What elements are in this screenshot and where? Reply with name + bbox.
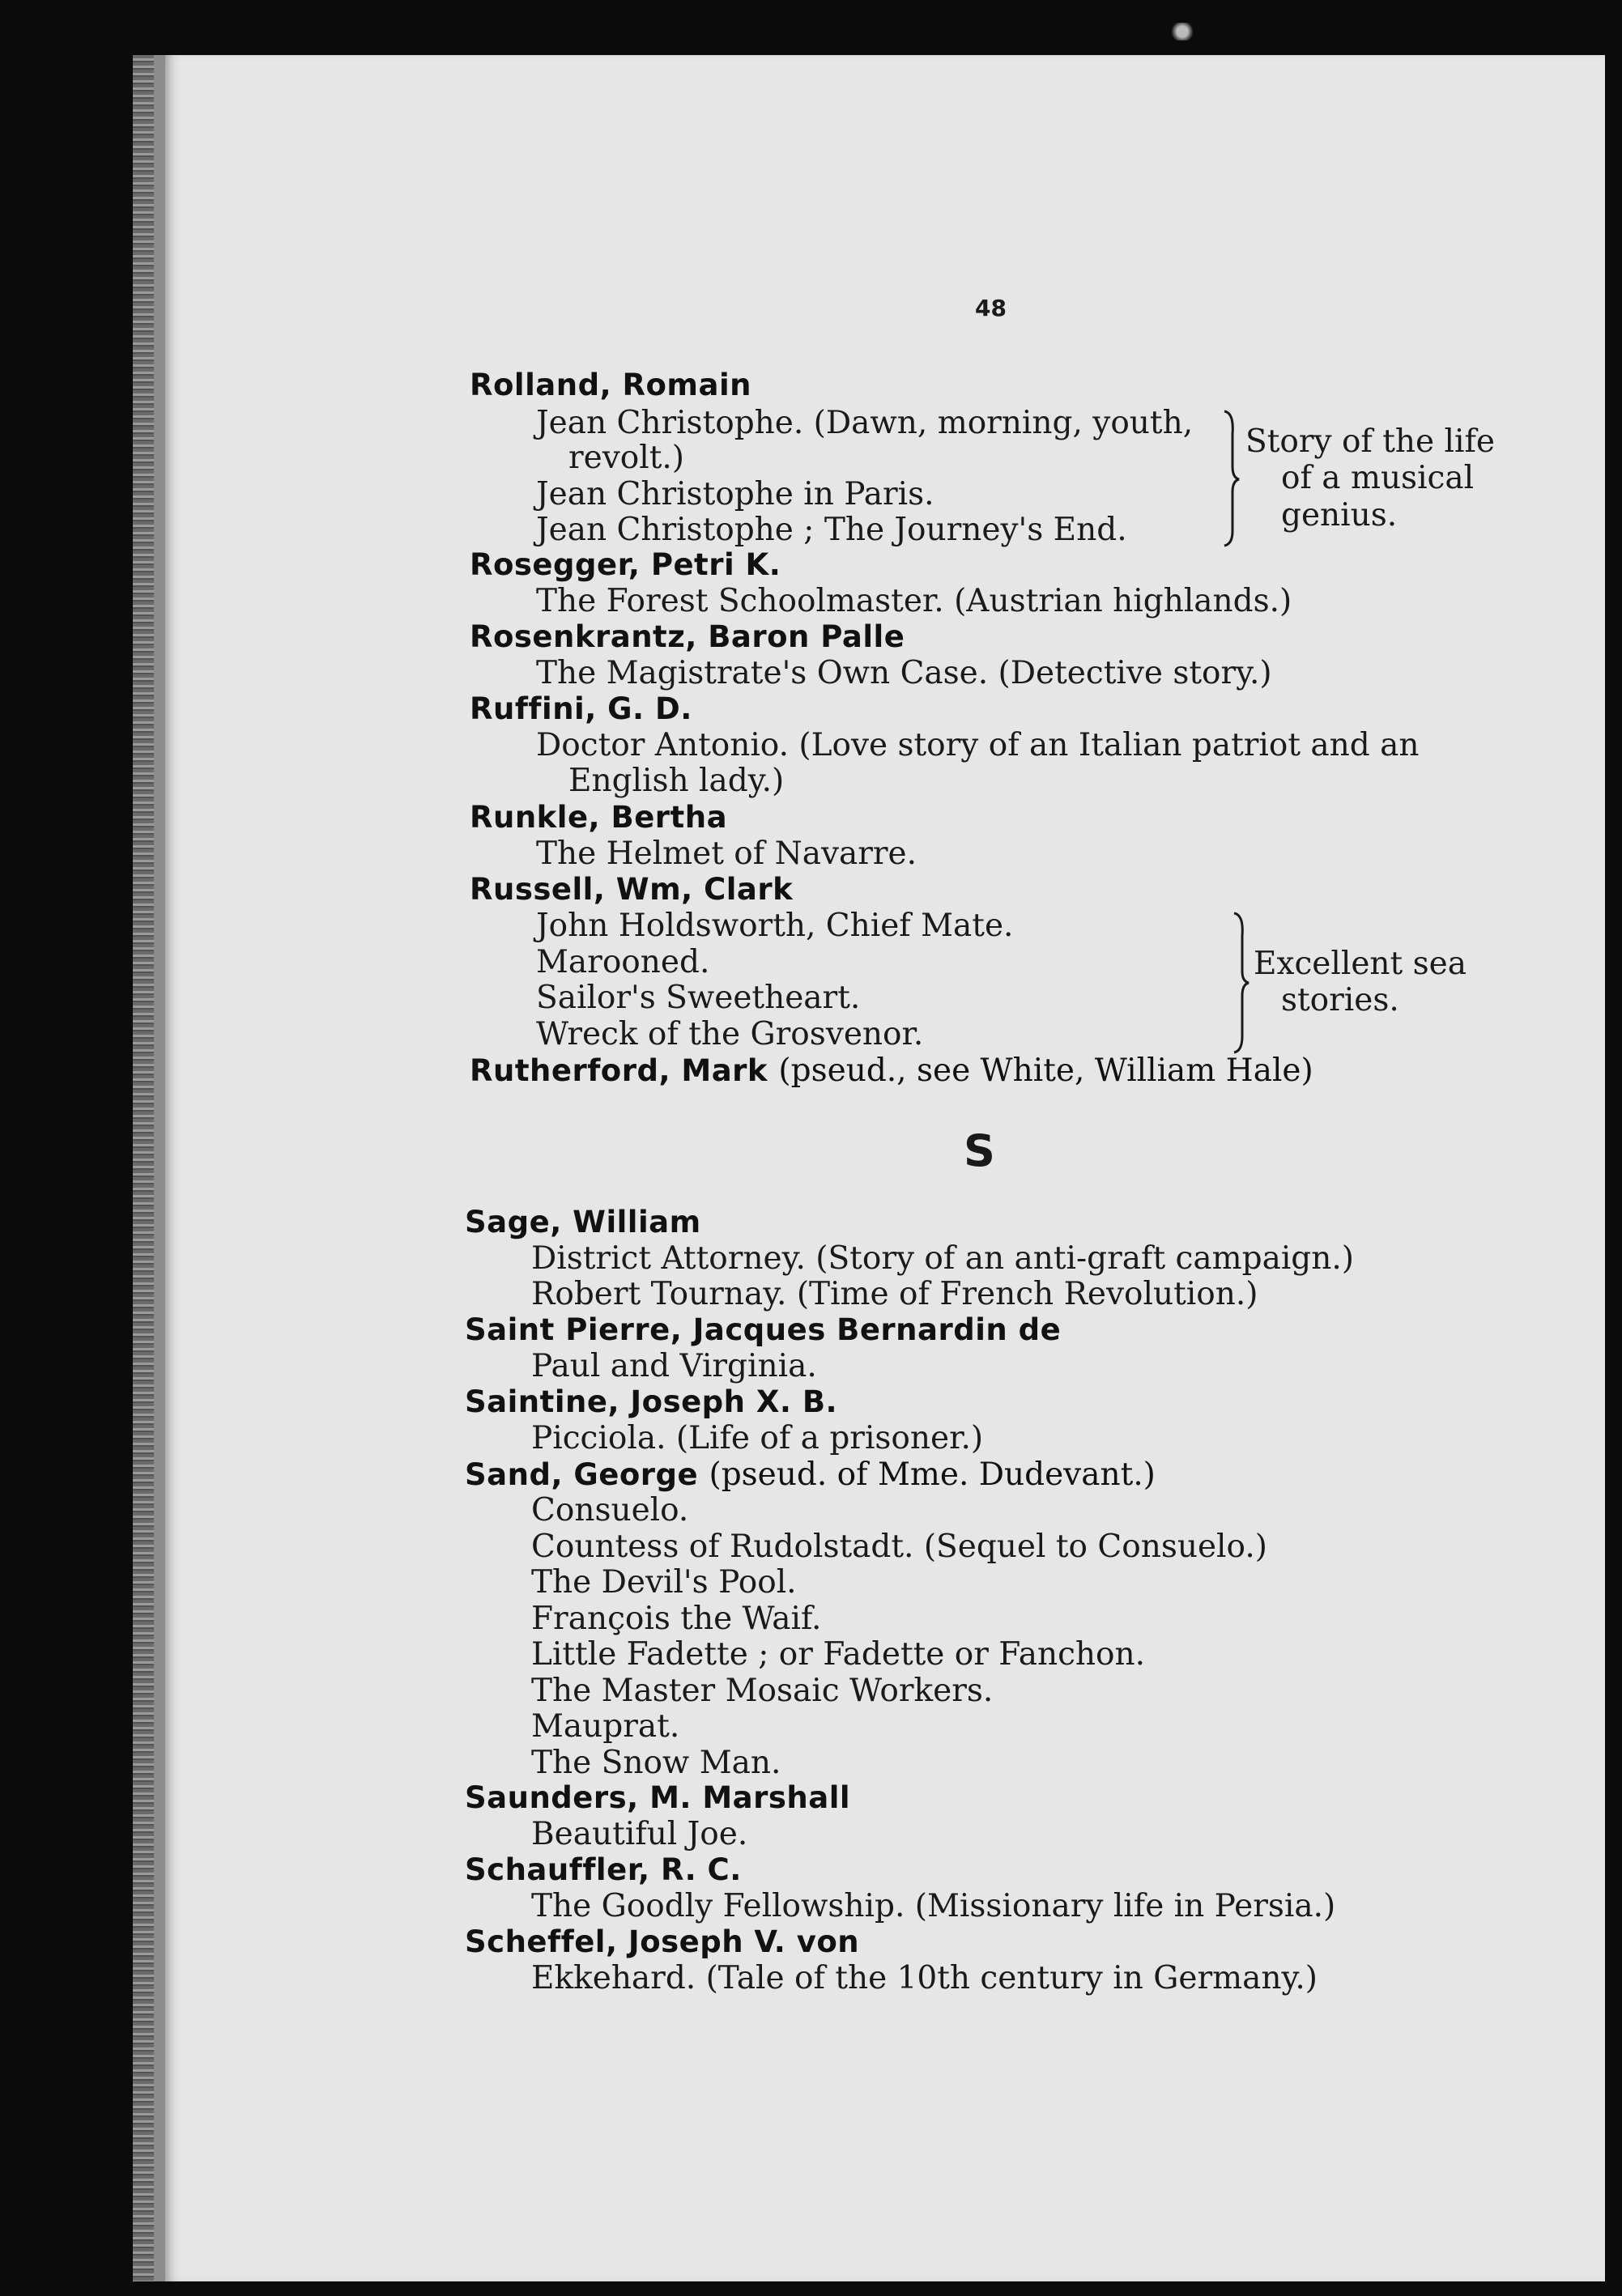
section-letter: S <box>964 1125 995 1176</box>
author-saint-pierre: Saint Pierre, Jacques Bernardin de <box>465 1312 1062 1347</box>
title-line: Doctor Antonio. (Love story of an Italian patriot and an <box>536 727 1420 763</box>
author-saintine: Saintine, Joseph X. B. <box>465 1384 838 1419</box>
title-line: District Attorney. (Story of an anti-graft campaign.) <box>531 1240 1354 1277</box>
title-line: Wreck of the Grosvenor. <box>536 1016 924 1052</box>
author-russell: Russell, Wm, Clark <box>470 872 794 907</box>
author-saunders: Saunders, M. Marshall <box>465 1780 851 1815</box>
title-line: Beautiful Joe. <box>531 1816 748 1852</box>
title-line: The Master Mosaic Workers. <box>531 1673 994 1709</box>
title-line: Marooned. <box>536 944 710 980</box>
side-note-line: of a musical <box>1281 460 1475 496</box>
title-line: Countess of Rudolstadt. (Sequel to Consuelo.) <box>531 1529 1267 1565</box>
author-rosenkrantz: Rosenkrantz, Baron Palle <box>470 619 905 654</box>
author-ruffini: Ruffini, G. D. <box>470 691 692 726</box>
title-line: Ekkehard. (Tale of the 10th century in Germany.) <box>531 1960 1318 1996</box>
author-rosegger: Rosegger, Petri K. <box>470 547 781 582</box>
author-name: Sand, George <box>465 1457 699 1492</box>
title-line: Sailor's Sweetheart. <box>536 980 861 1016</box>
side-note-line: Excellent sea <box>1254 946 1467 982</box>
side-note-line: genius. <box>1281 497 1398 534</box>
author-runkle: Runkle, Bertha <box>470 800 728 835</box>
author-schauffler: Schauffler, R. C. <box>465 1852 742 1887</box>
title-line: The Helmet of Navarre. <box>536 835 917 872</box>
side-note-line: Story of the life <box>1245 423 1495 460</box>
title-line: Jean Christophe. (Dawn, morning, youth, <box>536 405 1194 441</box>
author-note: (pseud., see White, William Hale) <box>778 1052 1313 1089</box>
title-line: John Holdsworth, Chief Mate. <box>536 908 1014 944</box>
book-page <box>154 55 1605 2281</box>
title-line: Mauprat. <box>531 1708 680 1745</box>
brace-bracket <box>1231 912 1250 1054</box>
author-rolland: Rolland, Romain <box>470 368 751 402</box>
title-line: Little Fadette ; or Fadette or Fanchon. <box>531 1636 1146 1673</box>
title-line: Jean Christophe ; The Journey's End. <box>536 512 1127 548</box>
author-scheffel: Scheffel, Joseph V. von <box>465 1924 860 1959</box>
book-spine <box>133 55 154 2281</box>
author-rutherford <box>470 1052 1313 1089</box>
title-line: The Snow Man. <box>531 1745 781 1781</box>
title-line: revolt.) <box>568 440 684 476</box>
author-note: (pseud. of Mme. Dudevant.) <box>709 1456 1156 1493</box>
title-line: The Devil's Pool. <box>531 1564 797 1601</box>
author-name: Rutherford, Mark <box>470 1053 768 1088</box>
title-line: Consuelo. <box>531 1492 689 1529</box>
author-sand <box>465 1456 1156 1493</box>
title-line: Robert Tournay. (Time of French Revolution.) <box>531 1276 1258 1312</box>
brace-bracket <box>1221 410 1241 547</box>
title-line: Picciola. (Life of a prisoner.) <box>531 1420 984 1456</box>
scan-speck <box>1166 23 1198 40</box>
title-line: The Forest Schoolmaster. (Austrian highlands.) <box>536 583 1292 619</box>
author-sage: Sage, William <box>465 1205 701 1239</box>
title-line: François the Waif. <box>531 1601 822 1637</box>
title-line: The Goodly Fellowship. (Missionary life in Persia.) <box>531 1888 1336 1924</box>
title-line: Paul and Virginia. <box>531 1348 817 1384</box>
title-line: The Magistrate's Own Case. (Detective story.) <box>536 655 1272 691</box>
side-note-line: stories. <box>1281 982 1399 1018</box>
title-line: English lady.) <box>568 763 785 799</box>
page-number: 48 <box>975 295 1007 321</box>
title-line: Jean Christophe in Paris. <box>536 476 934 512</box>
